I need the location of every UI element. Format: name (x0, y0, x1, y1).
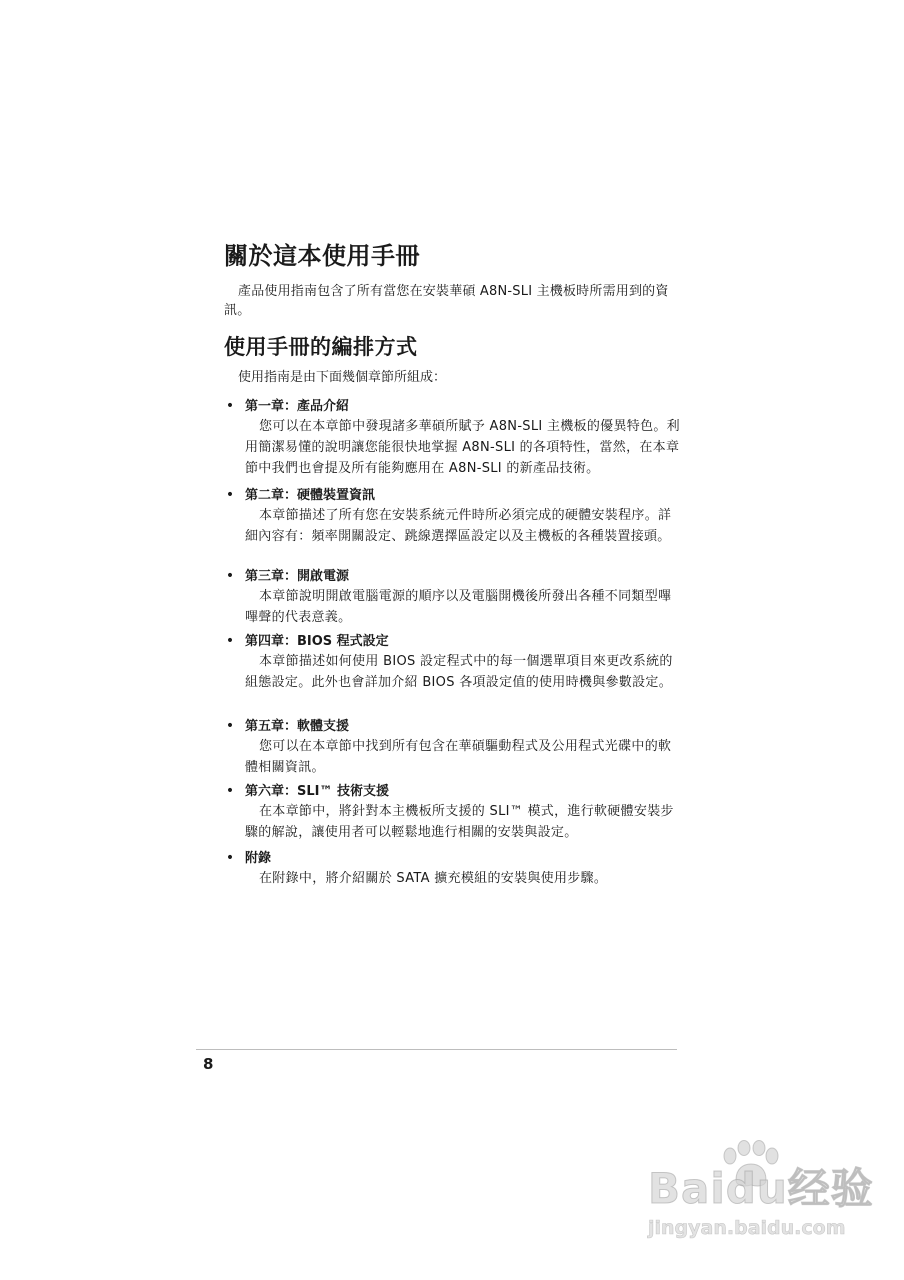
baidu-watermark (640, 1140, 874, 1250)
chapter-description: 在本章節中，將針對本主機板所支援的 SLI™ 模式，進行軟硬體安裝步驟的解說，讓使用者可以輕鬆地進行相關的安裝與設定。 (245, 804, 674, 840)
chapter-description: 本章節說明開啟電腦電源的順序以及電腦開機後所發出各種不同類型嗶嗶聲的代表意義。 (245, 589, 672, 625)
watermark-url: jingyan.baidu.com (648, 1217, 846, 1239)
bullet-icon: • (225, 850, 235, 866)
chapter-item-3 (224, 567, 680, 628)
chapter-title: 第二章：硬體裝置資訊 (245, 488, 376, 503)
bullet-icon: • (225, 633, 235, 649)
chapter-description: 您可以在本章節中發現諸多華碩所賦予 A8N-SLI 主機板的優異特色。利用簡潔易懂的說明讓您能很快地掌握 A8N-SLI 的各項特性，當然，在本章節中我們也會提及所有能夠應用在 A8N-SLI 的新產品技術。 (245, 419, 680, 476)
section-lead: 使用指南是由下面幾個章節所組成： (238, 370, 447, 385)
chapter-description: 您可以在本章節中找到所有包含在華碩驅動程式及公用程式光碟中的軟體相關資訊。 (245, 739, 672, 775)
chapter-title: 第五章：軟體支援 (245, 719, 350, 734)
bullet-icon: • (225, 718, 235, 734)
section-heading: 使用手冊的編排方式 (224, 335, 418, 359)
chapter-title: 第三章：開啟電源 (245, 569, 350, 584)
bullet-icon: • (225, 568, 235, 584)
chapter-item-7 (224, 849, 680, 889)
chapter-item-5 (224, 717, 680, 778)
watermark-brand: Baidu经验 (648, 1164, 874, 1213)
chapter-title: 第四章：BIOS 程式設定 (245, 634, 389, 649)
chapter-item-6 (224, 782, 680, 843)
chapter-title: 第六章：SLI™ 技術支援 (245, 784, 390, 799)
intro-paragraph: 產品使用指南包含了所有當您在安裝華碩 A8N-SLI 主機板時所需用到的資訊。 (224, 284, 669, 318)
chapter-title: 第一章：產品介紹 (245, 399, 350, 414)
chapter-item-4 (224, 632, 680, 693)
bullet-icon: • (225, 783, 235, 799)
chapter-description: 在附錄中，將介紹關於 SATA 擴充模組的安裝與使用步驟。 (259, 871, 608, 886)
bullet-icon: • (225, 398, 235, 414)
chapter-description: 本章節描述如何使用 BIOS 設定程式中的每一個選單項目來更改系統的組態設定。此外也會詳加介紹 BIOS 各項設定值的使用時機與參數設定。 (245, 654, 673, 690)
page-number: 8 (203, 1055, 214, 1073)
footer-divider (196, 1049, 677, 1050)
chapter-description: 本章節描述了所有您在安裝系統元件時所必須完成的硬體安裝程序。詳細內容有：頻率開關設定、跳線選擇區設定以及主機板的各種裝置接頭。 (245, 508, 672, 544)
chapter-item-1 (224, 397, 680, 479)
chapter-title: 附錄 (245, 851, 272, 866)
chapter-item-2 (224, 486, 680, 547)
bullet-icon: • (225, 487, 235, 503)
page-title: 關於這本使用手冊 (224, 242, 420, 270)
